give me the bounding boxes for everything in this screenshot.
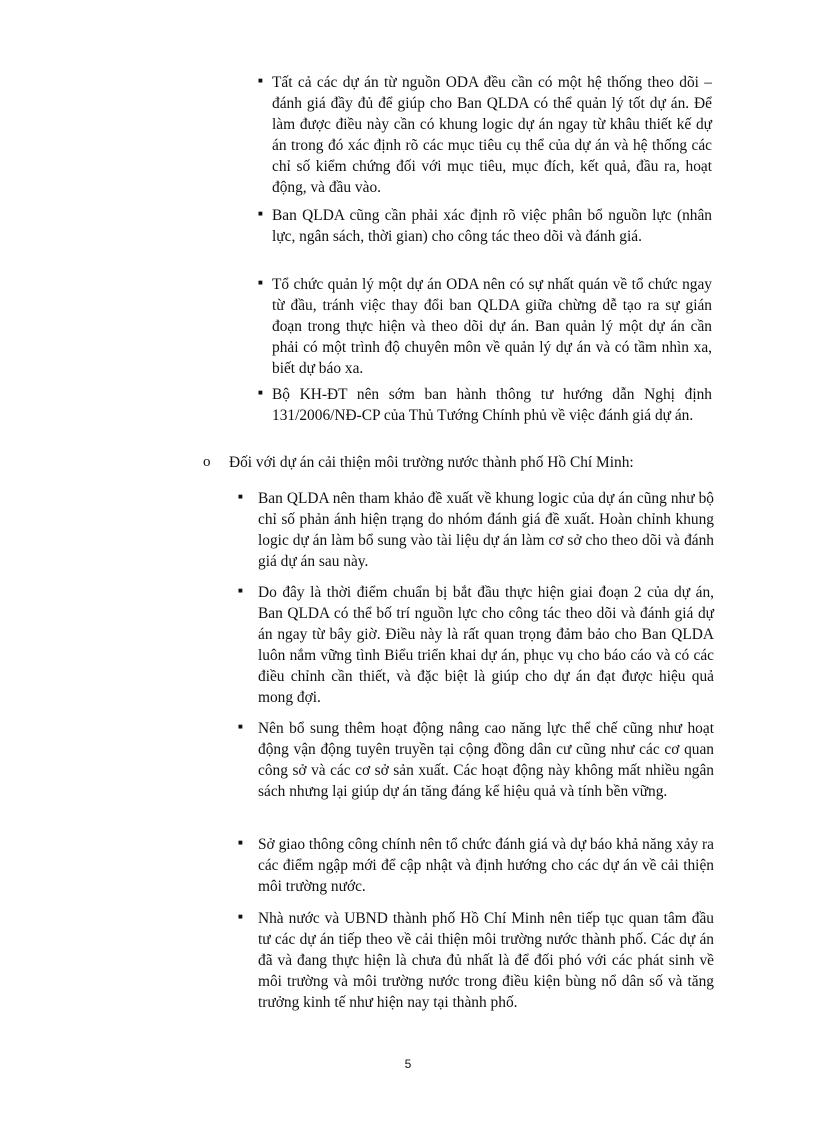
list-item [238,834,714,897]
list-item-text: Tổ chức quản lý một dự án ODA nên có sự nhất quán về tổ chức ngay từ đầu, tránh việc thay đổi ban QLDA giữa chừng dễ tạo ra sự gián đoạn trong thực hiện và theo dõi dự án. Ban quản lý một dự án cần phải có một trình độ chuyên môn về quản lý dự án và có tầm nhìn xa, biết dự báo xa. [272,276,712,377]
section-heading [203,452,723,473]
square-bullet-icon [258,384,272,426]
list-item-text: Sở giao thông công chính nên tổ chức đánh giá và dự báo khả năng xảy ra các điểm ngập mới để cập nhật và định hướng cho các dự án về cải thiện môi trường nước. [258,836,714,895]
section-heading-text: Đối với dự án cải thiện môi trường nước thành phố Hồ Chí Minh: [229,454,634,471]
list-item-text: Bộ KH-ĐT nên sớm ban hành thông tư hướng dẫn Nghị định 131/2006/NĐ-CP của Thủ Tướng Chính phủ về việc đánh giá dự án. [272,386,712,424]
list-item [238,908,714,1013]
square-bullet-icon [238,488,258,572]
square-bullet-icon [238,908,258,1013]
square-bullet-icon [258,72,272,198]
list-item [258,205,712,247]
circle-bullet-icon: o [203,454,211,470]
list-item [238,488,714,572]
square-bullet-icon [238,834,258,897]
list-item-text: Do đây là thời điểm chuẩn bị bắt đầu thực hiện giai đoạn 2 của dự án, Ban QLDA có thể bố trí nguồn lực cho công tác theo dõi và đánh giá dự án ngay từ bây giờ. Điều này là rất quan trọng đảm bảo cho Ban QLDA luôn nắm vững tình Biểu triển khai dự án, phục vụ cho báo cáo và có các điều chỉnh cần thiết, và đặc biệt là giúp cho dự án đạt được hiệu quả mong đợi. [258,584,714,706]
list-item-text: Nhà nước và UBND thành phố Hồ Chí Minh nên tiếp tục quan tâm đầu tư các dự án tiếp theo về cải thiện môi trường nước thành phố. Các dự án đã và đang thực hiện là chưa đủ nhất là để đối phó với các phát sinh về môi trường và môi trường nước trong điều kiện bùng nổ dân số và tăng trưởng kinh tế như hiện nay tại thành phố. [258,910,714,1011]
list-item [238,582,714,708]
square-bullet-icon [258,205,272,247]
page-number: 5 [404,1057,412,1071]
square-bullet-icon [238,582,258,708]
list-item-text: Nên bổ sung thêm hoạt động nâng cao năng lực thể chế cũng như hoạt động vận động tuyên truyền tại cộng đồng dân cư cũng như các cơ quan công sở và các cơ sở sản xuất. Các hoạt động này không mất nhiều ngân sách nhưng lại giúp dự án tăng đáng kể hiệu quả và tính bền vững. [258,720,714,800]
list-item [238,718,714,802]
list-item-text: Ban QLDA cũng cần phải xác định rõ việc phân bổ nguồn lực (nhân lực, ngân sách, thời gian) cho công tác theo dõi và đánh giá. [272,207,712,245]
list-item-text: Tất cả các dự án từ nguồn ODA đều cần có một hệ thống theo dõi – đánh giá đầy đủ để giúp cho Ban QLDA có thể quản lý tốt dự án. Để làm được điều này cần có khung logic dự án ngay từ khâu thiết kế dự án trong đó xác định rõ các mục tiêu cụ thể của dự án và hệ thống các chỉ số kiểm chứng đối với mục tiêu, mục đích, kết quả, đầu ra, hoạt động, và đầu vào. [272,74,712,196]
square-bullet-icon [238,718,258,802]
list-item-text: Ban QLDA nên tham khảo đề xuất về khung logic của dự án cũng như bộ chỉ số phản ánh hiện trạng do nhóm đánh giá đề xuất. Hoàn chỉnh khung logic dự án làm bổ sung vào tài liệu dự án làm cơ sở cho theo dõi và đánh giá dự án sau này. [258,490,714,570]
list-item [258,274,712,379]
list-item [258,384,712,426]
list-item [258,72,712,198]
square-bullet-icon [258,274,272,379]
